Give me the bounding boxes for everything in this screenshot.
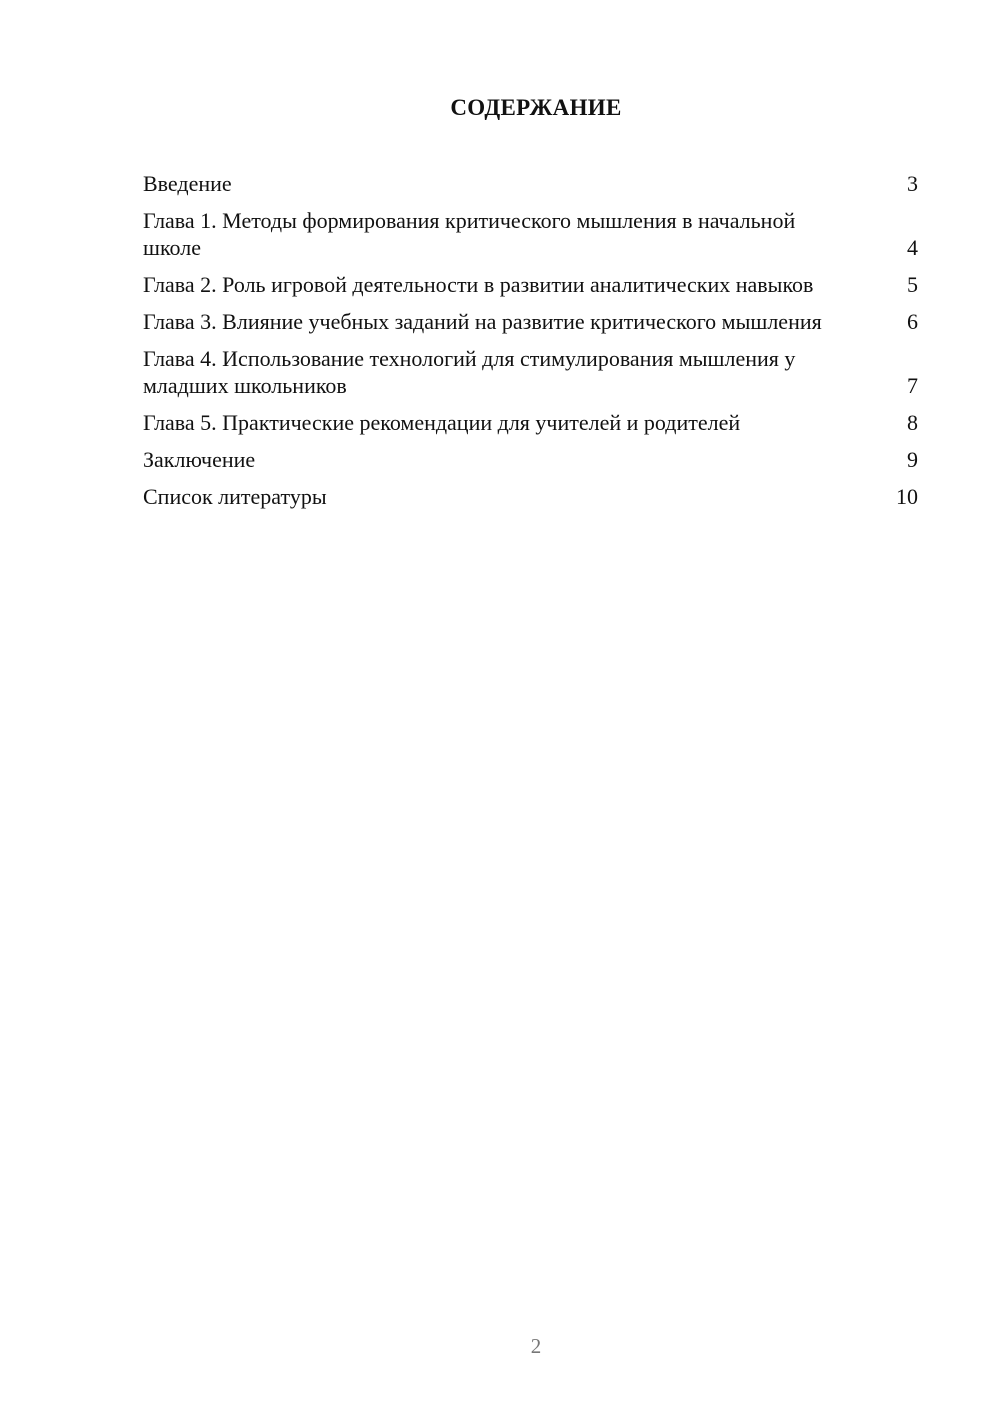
toc-entry-page: 6 bbox=[907, 309, 918, 334]
toc-entry-page: 7 bbox=[907, 373, 918, 398]
toc-entry-text: Глава 2. Роль игровой деятельности в развитии аналитических навыков bbox=[143, 272, 814, 297]
toc-entry-page: 3 bbox=[907, 171, 918, 196]
toc-entry-page: 10 bbox=[896, 484, 918, 509]
toc-entry-introduction bbox=[143, 170, 918, 197]
toc-entry-page: 5 bbox=[907, 272, 918, 297]
toc-entry-text: Глава 5. Практические рекомендации для учителей и родителей bbox=[143, 410, 741, 435]
toc-title: СОДЕРЖАНИЕ bbox=[450, 95, 622, 120]
toc-entry-chapter-5 bbox=[143, 409, 918, 436]
toc-entry-page: 8 bbox=[907, 410, 918, 435]
toc-entry-conclusion bbox=[143, 446, 918, 473]
toc-entry-text: Глава 4. Использование технологий для стимулирования мышления у младших школьников bbox=[143, 346, 796, 398]
toc-entry-chapter-3 bbox=[143, 308, 918, 335]
toc-entry-chapter-1 bbox=[143, 207, 918, 261]
toc-entry-text: Список литературы bbox=[143, 484, 327, 509]
toc-entry-text: Глава 1. Методы формирования критического мышления в начальной школе bbox=[143, 208, 796, 260]
toc-entry-text: Глава 3. Влияние учебных заданий на развитие критического мышления bbox=[143, 309, 822, 334]
toc-list bbox=[143, 170, 918, 520]
toc-entry-page: 9 bbox=[907, 447, 918, 472]
toc-entry-chapter-2 bbox=[143, 271, 918, 298]
toc-entry-page: 4 bbox=[907, 235, 918, 260]
toc-entry-references bbox=[143, 483, 918, 510]
toc-entry-chapter-4 bbox=[143, 345, 918, 399]
page-number: 2 bbox=[530, 1334, 542, 1358]
toc-entry-text: Введение bbox=[143, 171, 232, 196]
toc-entry-text: Заключение bbox=[143, 447, 256, 472]
